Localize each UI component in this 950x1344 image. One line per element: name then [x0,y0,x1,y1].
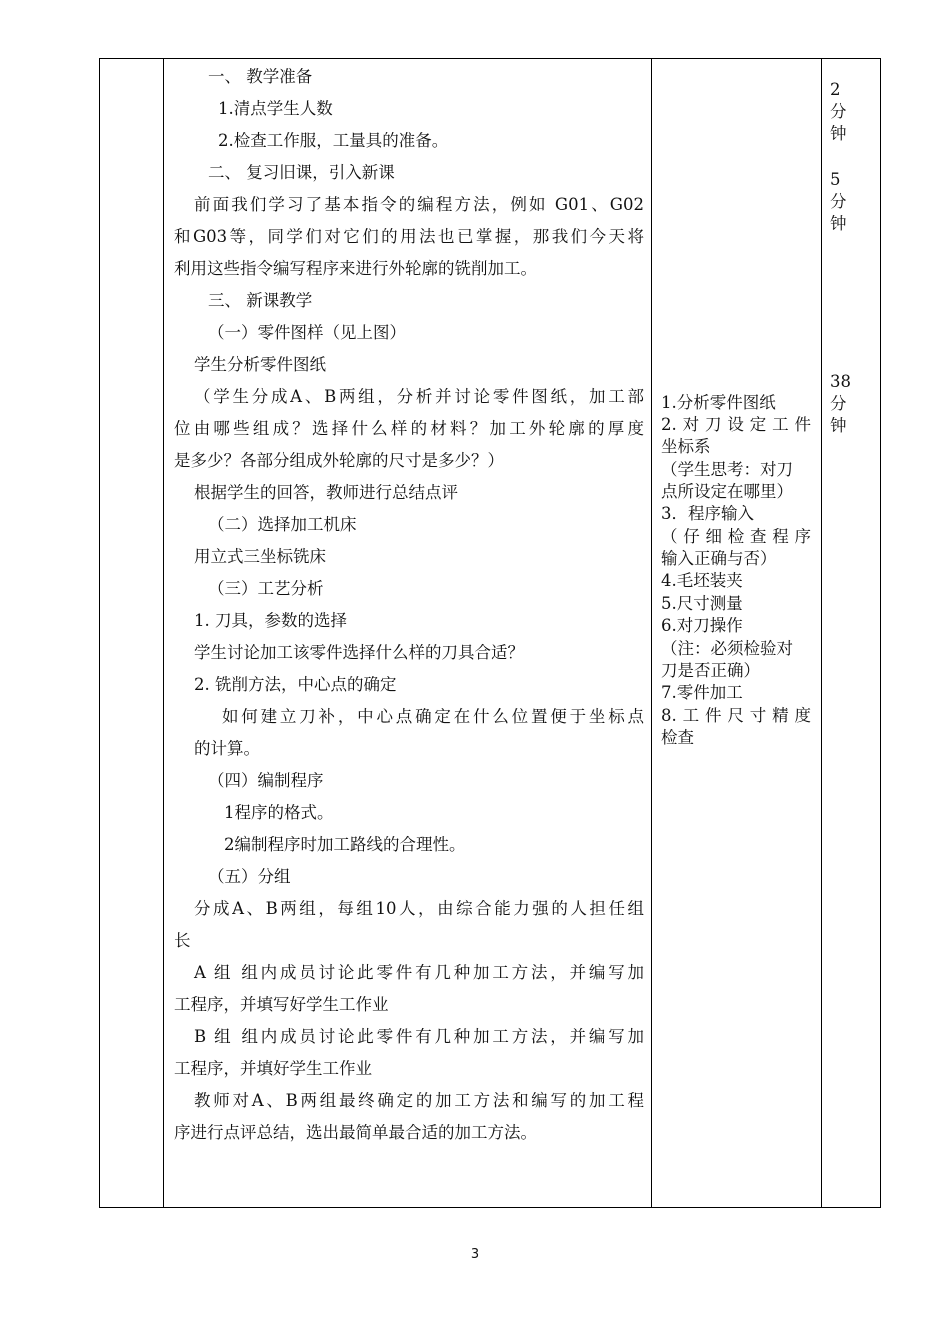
content-line: 工程序，并填好学生工作业 [174,1059,372,1078]
content-line: 长 [174,931,191,950]
activity-line: 8.工件尺寸精度 [661,706,811,725]
activity-line: （学生思考：对刀 [661,460,793,479]
teaching-content-column [164,59,652,1207]
activity-line: 2.对刀设定工件 [661,415,811,434]
activity-line: 刀是否正确） [661,661,760,680]
content-line: 是多少？各部分组成外轮廓的尺寸是多少？） [174,451,504,470]
activity-line: 坐标系 [661,437,711,456]
content-line: 教师对A、B两组最终确定的加工方法和编写的加工程 [194,1091,644,1110]
activity-line: （仔细检查程序 [661,527,811,546]
content-line: 一、 教学准备 [208,67,313,86]
activity-line: 点所设定在哪里） [661,482,793,501]
content-line: 学生讨论加工该零件选择什么样的刀具合适？ [194,643,524,662]
time-value: 5 [830,170,841,189]
content-line: 和G03等，同学们对它们的用法也已掌握，那我们今天将 [174,227,644,246]
content-line: （二）选择加工机床 [208,515,357,534]
content-line: 用立式三坐标铣床 [194,547,326,566]
content-line: 2编制程序时加工路线的合理性。 [224,835,466,854]
content-line: 1.清点学生人数 [218,99,333,118]
time-unit: 钟 [830,214,847,233]
content-line: 利用这些指令编写程序来进行外轮廓的铣削加工。 [174,259,537,278]
content-line: 学生分析零件图纸 [194,355,326,374]
time-unit: 分 [830,192,847,211]
content-line: 二、 复习旧课，引入新课 [208,163,395,182]
activity-line: 4.毛坯装夹 [661,571,743,590]
content-line: （五）分组 [208,867,291,886]
content-line: 分成A、B两组，每组10人，由综合能力强的人担任组 [194,899,644,918]
content-line: 2.检查工作服，工量具的准备。 [218,131,449,150]
student-activity-column [652,59,822,1207]
activity-line: 输入正确与否） [661,549,777,568]
content-line: 的计算。 [194,739,260,758]
content-line: 如何建立刀补，中心点确定在什么位置便于坐标点 [222,707,644,726]
content-line: （学生分成A、B两组，分析并讨论零件图纸，加工部 [194,387,644,406]
activity-line: 1.分析零件图纸 [661,393,776,412]
time-column [822,59,882,1207]
time-unit: 分 [830,394,847,413]
activity-line: 3．程序输入 [661,504,754,523]
time-value: 38 [830,372,851,391]
content-line: 1. 刀具，参数的选择 [194,611,347,630]
content-line: 序进行点评总结，选出最简单最合适的加工方法。 [174,1123,537,1142]
content-line: A 组 组内成员讨论此零件有几种加工方法，并编写加 [194,963,644,982]
content-line: 前面我们学习了基本指令的编程方法，例如 G01、G02 [194,195,644,214]
activity-line: 6.对刀操作 [661,616,743,635]
content-line: 根据学生的回答，教师进行总结点评 [194,483,458,502]
content-line: 2. 铣削方法，中心点的确定 [194,675,397,694]
content-line: （三）工艺分析 [208,579,324,598]
time-unit: 钟 [830,124,847,143]
time-unit: 分 [830,102,847,121]
content-line: （一）零件图样（见上图） [208,323,406,342]
page-number: 3 [470,1247,480,1262]
content-line: （四）编制程序 [208,771,324,790]
lesson-table [99,58,881,1208]
content-line: 位由哪些组成？选择什么样的材料？加工外轮廓的厚度 [174,419,644,438]
activity-line: 检查 [661,728,694,747]
content-line: 1程序的格式。 [224,803,334,822]
activity-line: （注：必须检验对 [661,639,793,658]
content-line: 三、 新课教学 [208,291,313,310]
time-value: 2 [830,80,841,99]
activity-line: 7.零件加工 [661,683,743,702]
activity-line: 5.尺寸测量 [661,594,743,613]
time-unit: 钟 [830,416,847,435]
content-line: 工程序，并填写好学生工作业 [174,995,389,1014]
content-line: B 组 组内成员讨论此零件有几种加工方法，并编写加 [194,1027,644,1046]
